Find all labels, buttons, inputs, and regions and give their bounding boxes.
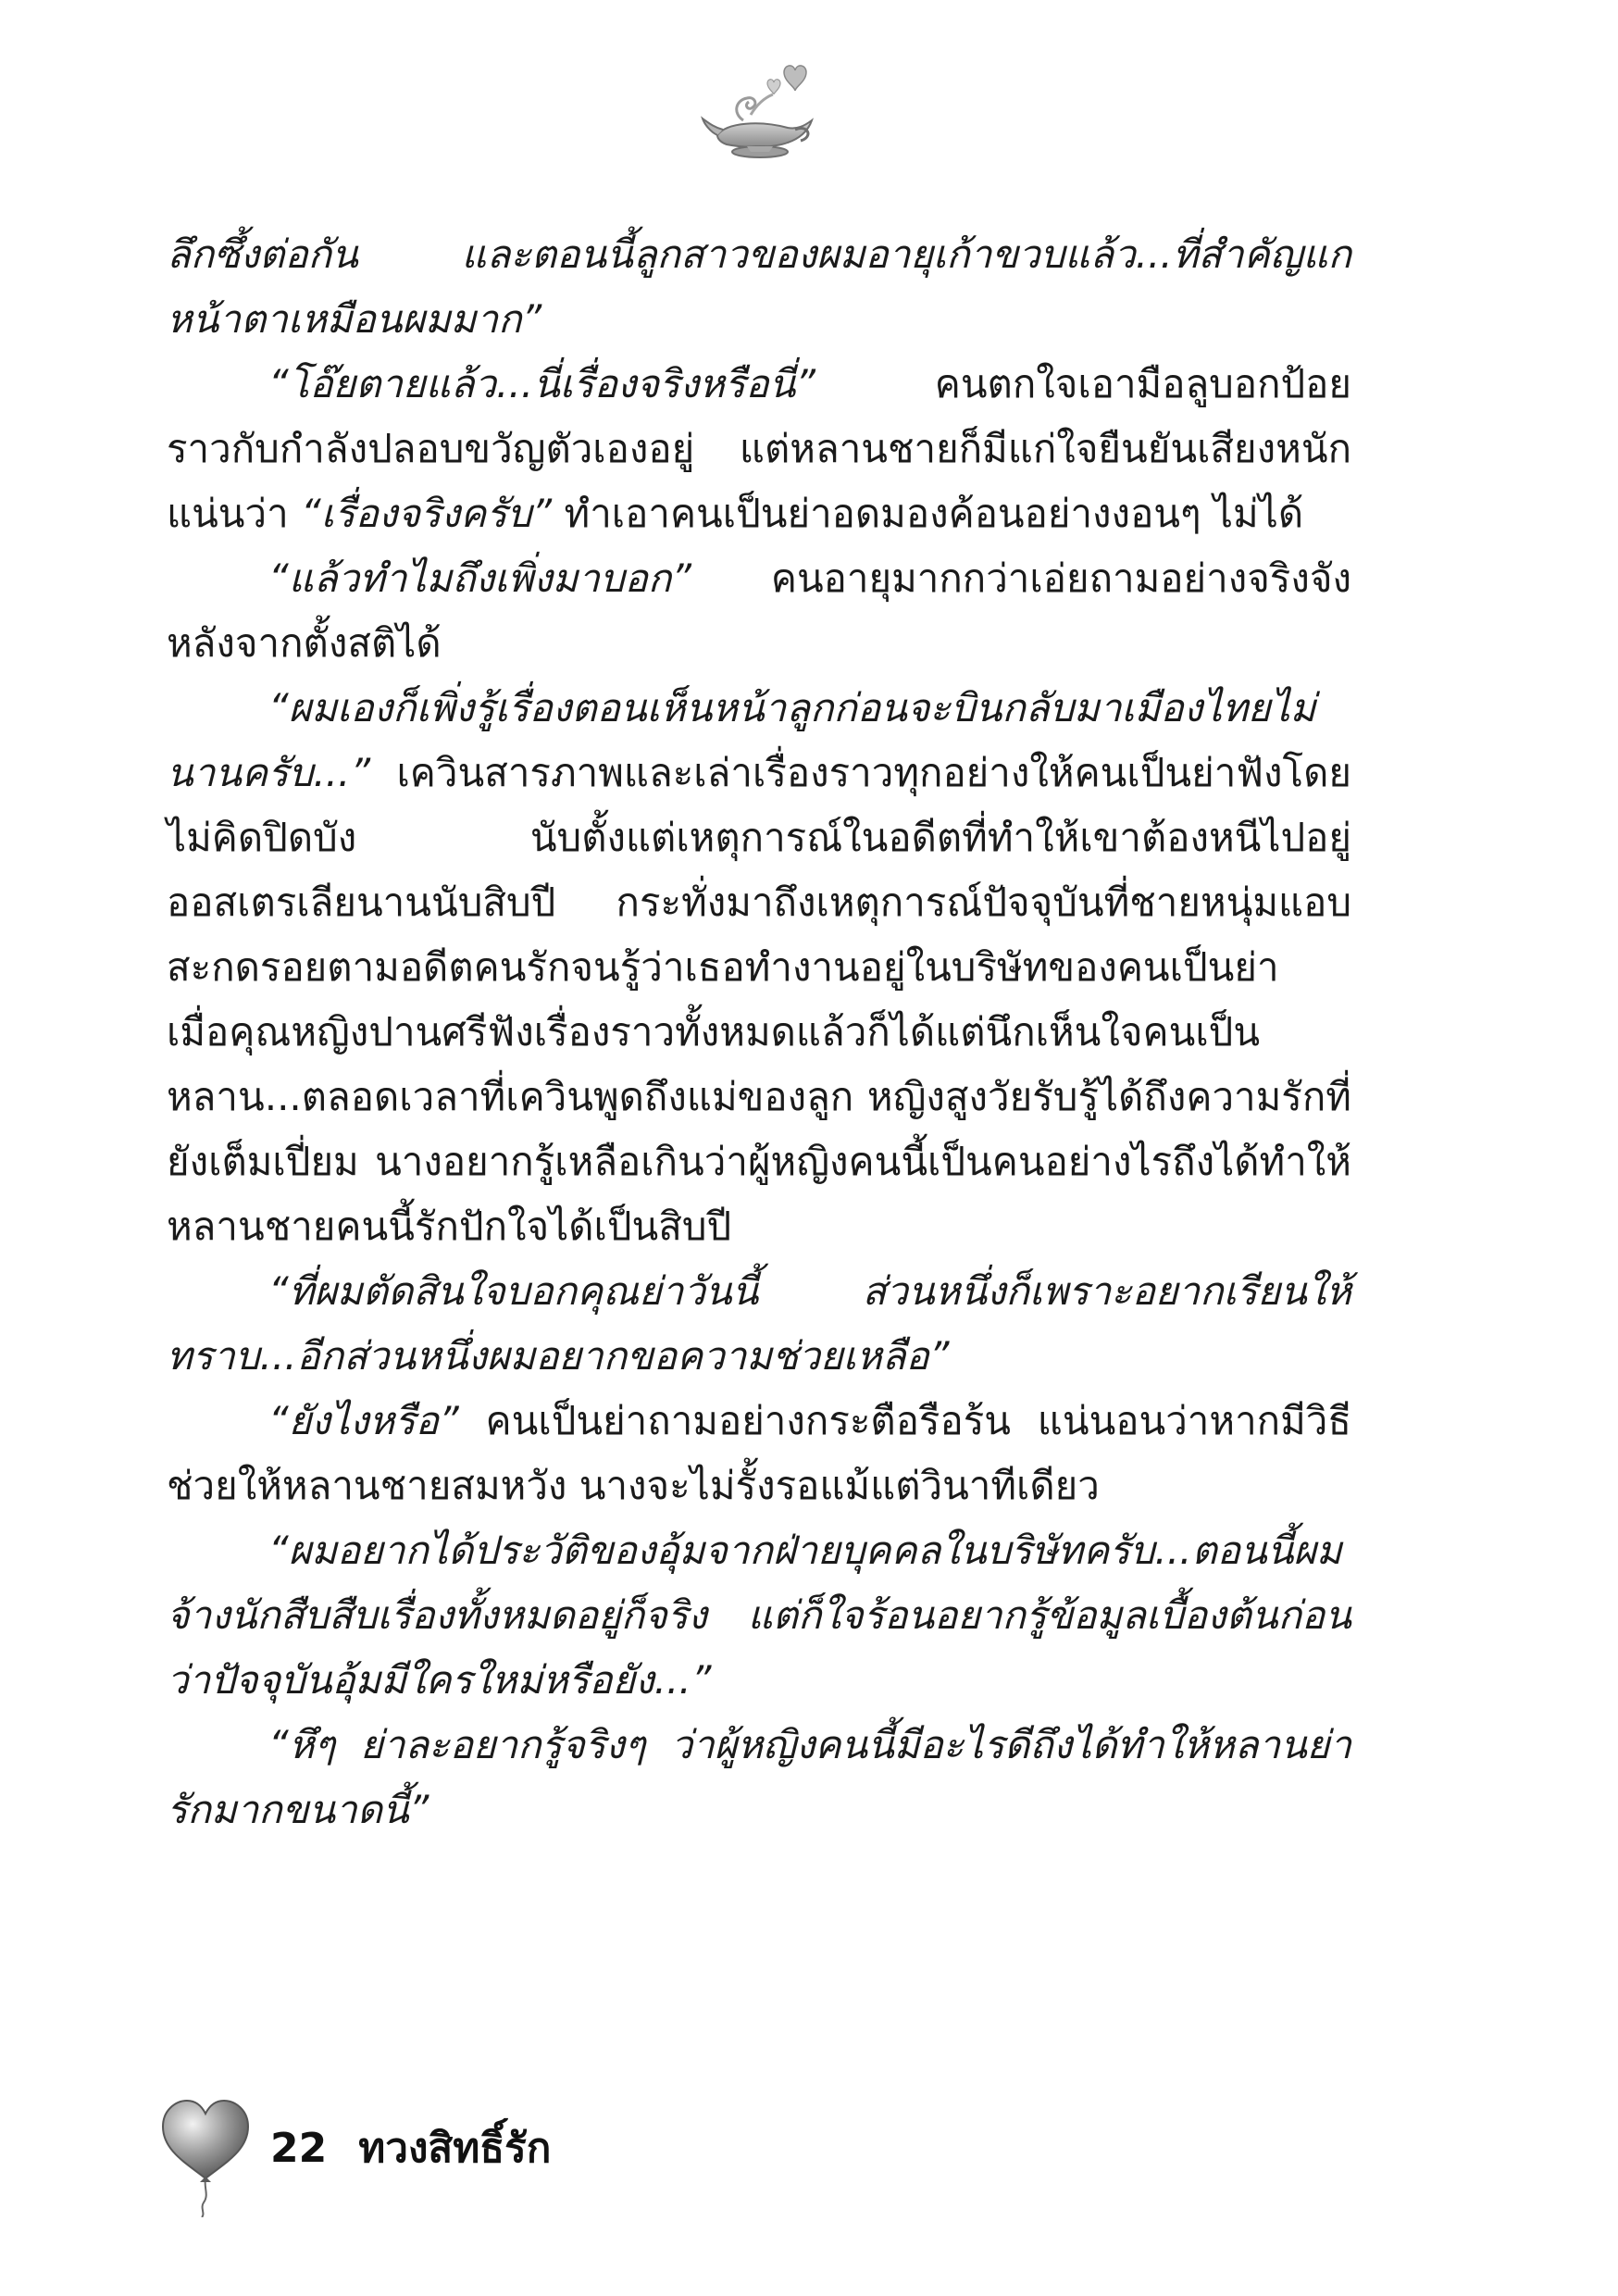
genie-lamp-icon [699, 56, 819, 167]
page-number: 22 [270, 2125, 328, 2172]
dialogue-text: “เรื่องจริงครับ” [301, 491, 553, 536]
narration-text: คนตกใจเอามือลูบอกป้อยราวกับกำลังปลอบขวัญตัวเองอยู่ แต่หลานชายก็มีแก่ใจยืนยันเสียงหนักแน่นว่า [167, 361, 1351, 536]
narration-text: ทำเอาคนเป็นย่าอดมองค้อนอย่างงอนๆ ไม่ได้ [552, 491, 1304, 536]
dialogue-text: “ผมเองก็เพิ่งรู้เรื่องตอนเห็นหน้าลูกก่อนจะบินกลับมาเมืองไทยไม่นานครับ...” [167, 685, 1316, 795]
paragraph [167, 1259, 1351, 1389]
narration-text: คนอายุมากกว่าเอ่ยถามอย่างจริงจังหลังจากตั้งสติได้ [167, 555, 1351, 666]
footer-label [270, 2115, 551, 2180]
dialogue-text: “หึๆ ย่าละอยากรู้จริงๆ ว่าผู้หญิงคนนี้มีอะไรดีถึงได้ทำให้หลานย่ารักมากขนาดนี้” [167, 1722, 1351, 1832]
dialogue-text: “ผมอยากได้ประวัติของอุ้มจากฝ่ายบุคคลในบริษัทครับ...ตอนนี้ผมจ้างนักสืบสืบเรื่องทั้งหมดอยู่ก็จริง แต่ก็ใจร้อนอยากรู้ข้อมูลเบื้องต้นก่อนว่าปัจจุบันอุ้มมีใครใหม่หรือยัง...” [167, 1528, 1351, 1703]
book-title: ทวงสิทธิ์รัก [358, 2125, 552, 2172]
narration-text: เควินสารภาพและเล่าเรื่องราวทุกอย่างให้คนเป็นย่าฟังโดยไม่คิดปิดบัง นับตั้งแต่เหตุการณ์ในอดีตที่ทำให้เขาต้องหนีไปอยู่ออสเตรเลียนานนับสิบปี กระทั่งมาถึงเหตุการณ์ปัจจุบันที่ชายหนุ่มแอบสะกดรอยตามอดีตคนรักจนรู้ว่าเธอทำงานอยู่ในบริษัทของคนเป็นย่า เมื่อคุณหญิงปานศรีฟังเรื่องราวทั้งหมดแล้วก็ได้แต่นึกเห็นใจคนเป็นหลาน...ตลอดเวลาที่เควินพูดถึงแม่ของลูก หญิงสูงวัยรับรู้ได้ถึงความรักที่ยังเต็มเปี่ยม นางอยากรู้เหลือเกินว่าผู้หญิงคนนี้เป็นคนอย่างไรถึงได้ทำให้หลานชายคนนี้รักปักใจได้เป็นสิบปี [167, 750, 1351, 1249]
page-footer [159, 2097, 807, 2227]
paragraph [167, 546, 1351, 676]
dialogue-text: “ที่ผมตัดสินใจบอกคุณย่าวันนี้ ส่วนหนึ่งก็เพราะอยากเรียนให้ทราบ...อีกส่วนหนึ่งผมอยากขอความช่วยเหลือ” [167, 1268, 1351, 1379]
paragraph [167, 1713, 1351, 1842]
narration-text: คนเป็นย่าถามอย่างกระตือรือร้น แน่นอนว่าหากมีวิธีช่วยให้หลานชายสมหวัง นางจะไม่รั้งรอแม้แต่วินาทีเดียว [167, 1398, 1351, 1508]
dialogue-text: “แล้วทำไมถึงเพิ่งมาบอก” [268, 555, 692, 601]
body-text [167, 222, 1351, 1842]
dialogue-text: “ยังไงหรือ” [268, 1398, 459, 1443]
paragraph [167, 1389, 1351, 1518]
paragraph [167, 1518, 1351, 1713]
dialogue-text: “โอ๊ยตายแล้ว...นี่เรื่องจริงหรือนี่” [268, 361, 816, 406]
paragraph [167, 222, 1351, 352]
paragraph [167, 352, 1351, 546]
dialogue-text: ลึกซึ้งต่อกัน และตอนนี้ลูกสาวของผมอายุเก้าขวบแล้ว...ที่สำคัญแกหน้าตาเหมือนผมมาก” [167, 231, 1351, 342]
paragraph [167, 676, 1351, 1259]
heart-balloon-icon [159, 2097, 252, 2217]
